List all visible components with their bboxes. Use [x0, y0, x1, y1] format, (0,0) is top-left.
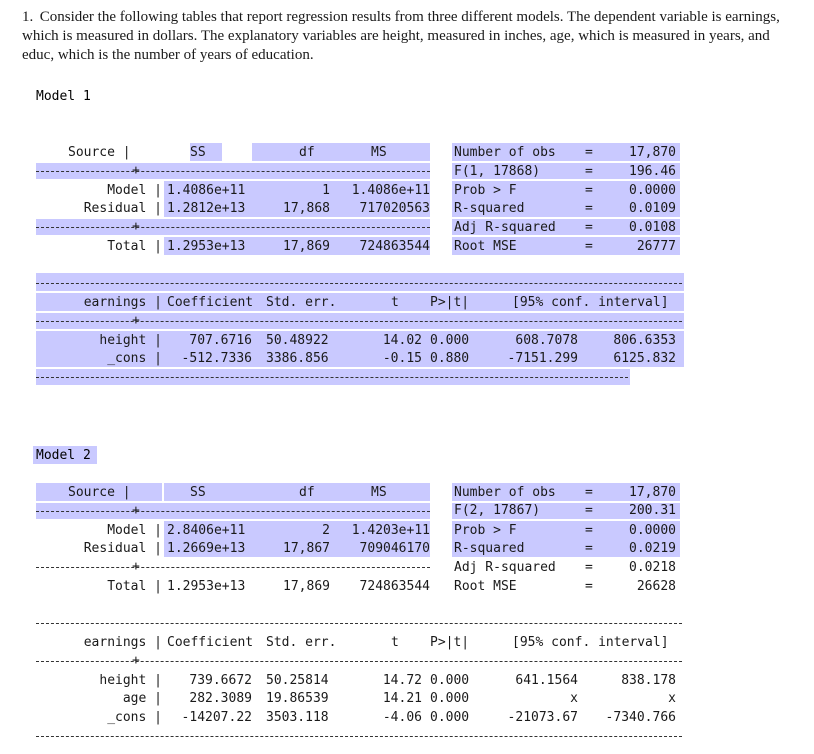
m2-coef-row-p: 0.000	[430, 673, 470, 688]
m2-coef-row-hi: 838.178	[621, 673, 676, 688]
m1-stat-eq: =	[585, 183, 593, 198]
m2-anova-row-ms: 709046170	[359, 541, 430, 556]
m1-coef-se-header: Std. err.	[266, 295, 337, 310]
m2-anova-total-df: 17,869	[283, 579, 330, 594]
m2-anova-row-ss: 1.2669e+13	[167, 541, 246, 556]
m1-stat-label: Number of obs	[454, 145, 556, 160]
m2-stat-value: 26628	[636, 579, 676, 594]
m2-stat-label: Adj R-squared	[454, 560, 556, 575]
m1-coef-row-lo: 608.7078	[515, 333, 578, 348]
m2-coef-p-header: P>|t|	[430, 635, 470, 650]
question-body: Consider the following tables that report regression results from three different models. The dependent variable is earnings, which is measured in dollars. The explanatory variables are height, measured in inches, age, which is measured in years, and educ, which is the number of years of education.	[22, 9, 780, 63]
m2-coef-se-header: Std. err.	[266, 635, 337, 650]
m2-stat-value: 0.0219	[629, 541, 676, 556]
m2-coef-row-p: 0.000	[430, 710, 470, 725]
m1-coef-row-p: 0.000	[430, 333, 470, 348]
m2-stat-value: 0.0000	[629, 523, 676, 538]
m1-anova-row-df: 17,868	[283, 201, 330, 216]
question-number: 1.	[22, 9, 34, 25]
m1-coef-row-hi: 6125.832	[613, 351, 676, 366]
m1-stat-eq: =	[585, 145, 593, 160]
m1-stat-label: Prob > F	[454, 183, 517, 198]
m2-coef-row-hi: x	[668, 691, 676, 706]
m2-anova-row-ms: 1.4203e+11	[351, 523, 430, 538]
m2-stat-label: Prob > F	[454, 523, 517, 538]
m1-stat-value: 0.0000	[629, 183, 676, 198]
m1-stat-value: 17,870	[629, 145, 676, 160]
m2-coef-row-t: 14.72	[382, 673, 422, 688]
m2-stat-value: 200.31	[629, 503, 676, 518]
m1-anova-row-ms: 1.4086e+11	[351, 183, 430, 198]
m1-coef-coef-header: Coefficient	[167, 295, 254, 310]
m1-stat-value: 0.0109	[629, 201, 676, 216]
m2-anova-source-header: Source |	[68, 485, 131, 500]
m2-stat-eq: =	[585, 485, 593, 500]
m1-coef-p-header: P>|t|	[430, 295, 470, 310]
m2-anova-total-ms: 724863544	[359, 579, 430, 594]
m2-anova-df-header: df	[299, 485, 315, 500]
m1-coef-row-coef: -512.7336	[181, 351, 252, 366]
m1-anova-row-label: Model |	[107, 183, 162, 198]
m1-coef-row-coef: 707.6716	[189, 333, 252, 348]
m1-anova-row-label: Residual |	[83, 201, 162, 216]
m2-coef-row-label: height |	[99, 673, 162, 688]
m1-coef-dep-header: earnings |	[83, 295, 162, 310]
m2-coef-row-p: 0.000	[430, 691, 470, 706]
m1-stat-eq: =	[585, 164, 593, 179]
m2-coef-ci-header: [95% conf. interval]	[512, 635, 669, 650]
m2-coef-row-coef: 282.3089	[189, 691, 252, 706]
m1-anova-df-header: df	[299, 145, 315, 160]
m2-coef-row-t: 14.21	[382, 691, 422, 706]
m2-stat-eq: =	[585, 579, 593, 594]
m1-coef-row-se: 50.48922	[266, 333, 329, 348]
m1-stat-label: R-squared	[454, 201, 525, 216]
m1-anova-row-ss: 1.2812e+13	[167, 201, 246, 216]
question-text	[22, 8, 792, 65]
m1-coef-row-t: 14.02	[382, 333, 422, 348]
m1-anova-ss-header: SS	[190, 145, 206, 160]
m2-stat-eq: =	[585, 523, 593, 538]
m1-coef-t-header: t	[391, 295, 399, 310]
m2-anova-ms-header: MS	[371, 485, 387, 500]
m2-stat-eq: =	[585, 503, 593, 518]
m2-stat-value: 0.0218	[629, 560, 676, 575]
m2-anova-row-df: 17,867	[283, 541, 330, 556]
m1-stat-label: Root MSE	[454, 239, 517, 254]
m1-stat-value: 0.0108	[629, 220, 676, 235]
m2-anova-row-df: 2	[322, 523, 330, 538]
m2-stat-eq: =	[585, 560, 593, 575]
m1-stat-label: Adj R-squared	[454, 220, 556, 235]
m2-anova-total-ss: 1.2953e+13	[167, 579, 246, 594]
m2-anova-row-label: Residual |	[83, 541, 162, 556]
m1-anova-row-df: 1	[322, 183, 330, 198]
m2-coef-row-lo: -21073.67	[507, 710, 578, 725]
m1-stat-value: 26777	[636, 239, 676, 254]
m2-coef-row-coef: -14207.22	[181, 710, 252, 725]
m2-anova-total-label: Total |	[107, 579, 162, 594]
m2-stat-label: R-squared	[454, 541, 525, 556]
m1-stat-label: F(1, 17868)	[454, 164, 541, 179]
m2-coef-row-label: age |	[122, 691, 162, 706]
m1-anova-row-ss: 1.4086e+11	[167, 183, 246, 198]
m2-coef-row-se: 19.86539	[266, 691, 329, 706]
m2-anova-row-label: Model |	[107, 523, 162, 538]
m1-coef-row-label: _cons |	[107, 351, 162, 366]
model1-title: Model 1	[36, 89, 91, 104]
m1-anova-total-df: 17,869	[283, 239, 330, 254]
m1-coef-row-t: -0.15	[382, 351, 422, 366]
m1-anova-total-label: Total |	[107, 239, 162, 254]
m1-coef-row-se: 3386.856	[266, 351, 329, 366]
m1-anova-row-ms: 717020563	[359, 201, 430, 216]
m2-stat-label: Root MSE	[454, 579, 517, 594]
m1-anova-source-header: Source |	[68, 145, 131, 160]
m2-coef-row-t: -4.06	[382, 710, 422, 725]
m2-anova-row-ss: 2.8406e+11	[167, 523, 246, 538]
m2-coef-row-lo: 641.1564	[515, 673, 578, 688]
m2-coef-t-header: t	[391, 635, 399, 650]
m1-stat-eq: =	[585, 201, 593, 216]
m1-coef-row-p: 0.880	[430, 351, 470, 366]
m1-stat-eq: =	[585, 239, 593, 254]
m1-coef-ci-header: [95% conf. interval]	[512, 295, 669, 310]
m2-stat-eq: =	[585, 541, 593, 556]
m2-coef-row-hi: -7340.766	[605, 710, 676, 725]
m2-coef-coef-header: Coefficient	[167, 635, 254, 650]
m1-anova-total-ms: 724863544	[359, 239, 430, 254]
m2-coef-row-lo: x	[570, 691, 578, 706]
m2-stat-label: Number of obs	[454, 485, 556, 500]
m2-coef-row-se: 50.25814	[266, 673, 329, 688]
m2-anova-ss-header: SS	[190, 485, 206, 500]
m1-coef-row-label: height |	[99, 333, 162, 348]
m1-coef-row-lo: -7151.299	[507, 351, 578, 366]
m1-coef-row-hi: 806.6353	[613, 333, 676, 348]
m2-coef-row-label: _cons |	[107, 710, 162, 725]
m1-stat-eq: =	[585, 220, 593, 235]
m1-anova-ms-header: MS	[371, 145, 387, 160]
m2-coef-row-se: 3503.118	[266, 710, 329, 725]
m2-coef-dep-header: earnings |	[83, 635, 162, 650]
m2-stat-label: F(2, 17867)	[454, 503, 541, 518]
m2-coef-row-coef: 739.6672	[189, 673, 252, 688]
m1-anova-total-ss: 1.2953e+13	[167, 239, 246, 254]
model2-title: Model 2	[36, 448, 91, 463]
m2-stat-value: 17,870	[629, 485, 676, 500]
m1-stat-value: 196.46	[629, 164, 676, 179]
